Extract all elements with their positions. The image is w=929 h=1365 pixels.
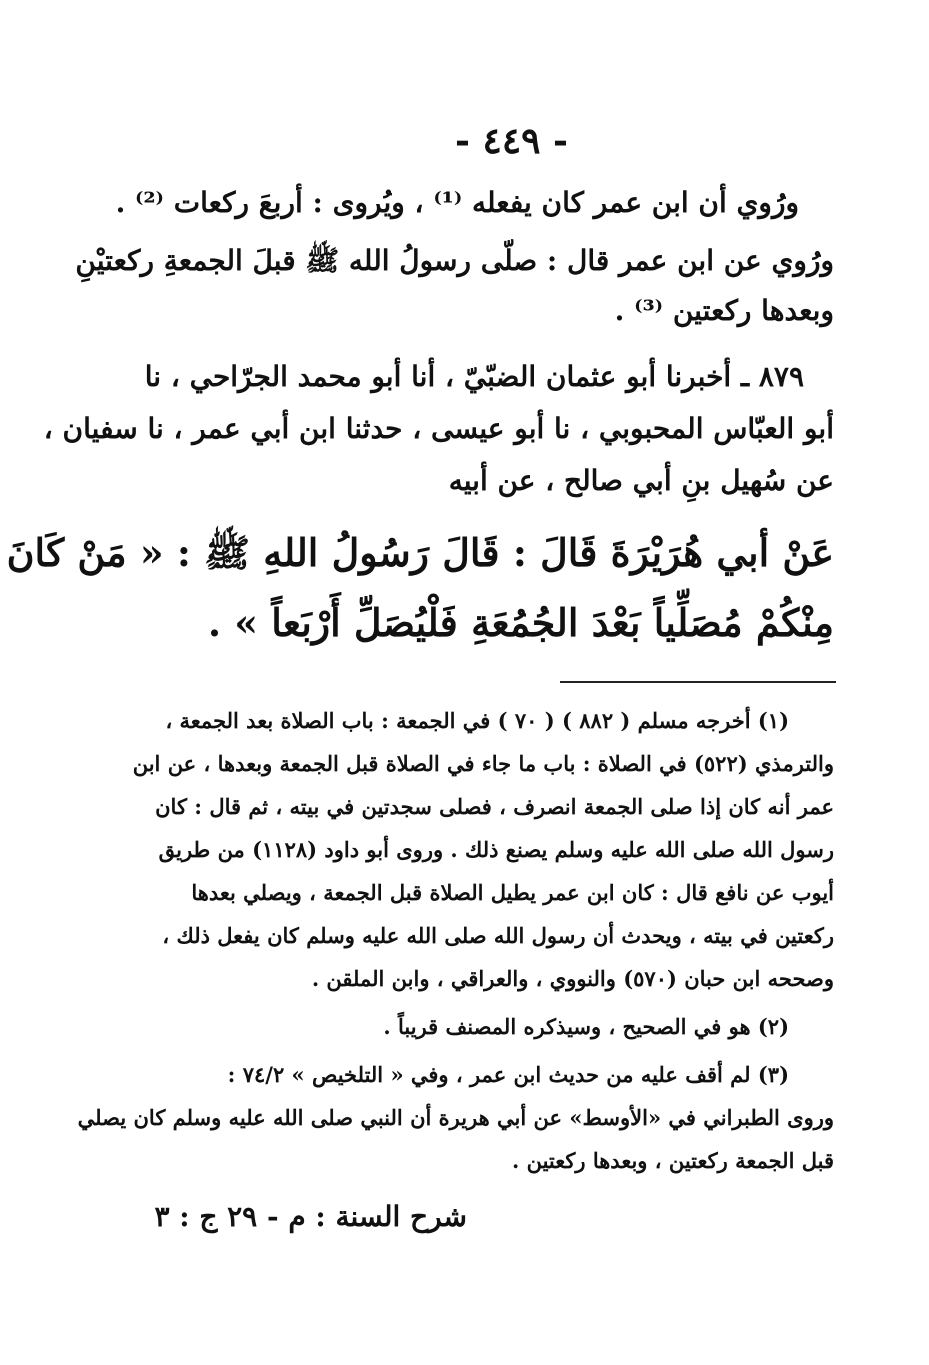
footnote-line: (٣) لم أقف عليه من حديث ابن عمر ، وفي « التلخيص » ٧٤/٢ :: [227, 1062, 789, 1087]
body-line-2: ورُوي عن ابن عمر قال : صلّى رسولُ الله ﷺ قبلَ الجمعةِ ركعتيْنِ: [75, 244, 834, 277]
body-line-3: وبعدها ركعتين ⁽³⁾ .: [614, 294, 834, 327]
footnote-line: وصححه ابن حبان (٥٧٠) والنووي ، والعراقي ، وابن الملقن .: [311, 966, 834, 991]
footnote-line: (١) أخرجه مسلم ( ٨٨٢ ) ( ٧٠ ) في الجمعة : باب الصلاة بعد الجمعة ،: [165, 708, 789, 733]
isnad-line-3: عن سُهيل بنِ أبي صالح ، عن أبيه: [448, 464, 834, 497]
footnote-line: قبل الجمعة ركعتين ، وبعدها ركعتين .: [511, 1148, 834, 1173]
footnote-line: (٢) هو في الصحيح ، وسيذكره المصنف قريباً .: [383, 1014, 789, 1039]
isnad-line-1: ٨٧٩ ـ أخبرنا أبو عثمان الضبّيّ ، أنا أبو محمد الجرّاحي ، نا: [144, 360, 804, 393]
volume-signature: شرح السنة : م - ٢٩ ج : ٣: [154, 1200, 467, 1233]
footnote-line: والترمذي (٥٢٢) في الصلاة : باب ما جاء في الصلاة قبل الجمعة وبعدها ، عن ابن: [132, 751, 834, 776]
hadith-line-2: مِنْكُمْ مُصَلِّياً بَعْدَ الجُمُعَةِ فَلْيُصَلِّ أَرْبَعاً » .: [207, 600, 834, 645]
body-line-1: ورُوي أن ابن عمر كان يفعله ⁽¹⁾ ، ويُروى : أربعَ ركعات ⁽²⁾ .: [115, 186, 799, 219]
footnote-line: رسول الله صلى الله عليه وسلم يصنع ذلك . وروى أبو داود (١١٢٨) من طريق: [158, 837, 834, 862]
footnote-line: ركعتين في بيته ، ويحدث أن رسول الله صلى الله عليه وسلم كان يفعل ذلك ،: [162, 923, 834, 948]
isnad-line-2: أبو العبّاس المحبوبي ، نا أبو عيسى ، حدثنا ابن أبي عمر ، نا سفيان ،: [43, 412, 834, 445]
footnote-separator: [560, 681, 836, 683]
footnote-line: وروى الطبراني في «الأوسط» عن أبي هريرة أن النبي صلى الله عليه وسلم كان يصلي: [77, 1105, 834, 1130]
footnote-line: أيوب عن نافع قال : كان ابن عمر يطيل الصلاة قبل الجمعة ، ويصلي بعدها: [191, 880, 834, 905]
page-number: - ٤٤٩ -: [455, 120, 568, 162]
hadith-line-1: عَنْ أبي هُرَيْرَةَ قَالَ : قَالَ رَسُولُ اللهِ ﷺ : « مَنْ كَانَ: [6, 530, 834, 575]
footnote-line: عمر أنه كان إذا صلى الجمعة انصرف ، فصلى سجدتين في بيته ، ثم قال : كان: [155, 794, 834, 819]
